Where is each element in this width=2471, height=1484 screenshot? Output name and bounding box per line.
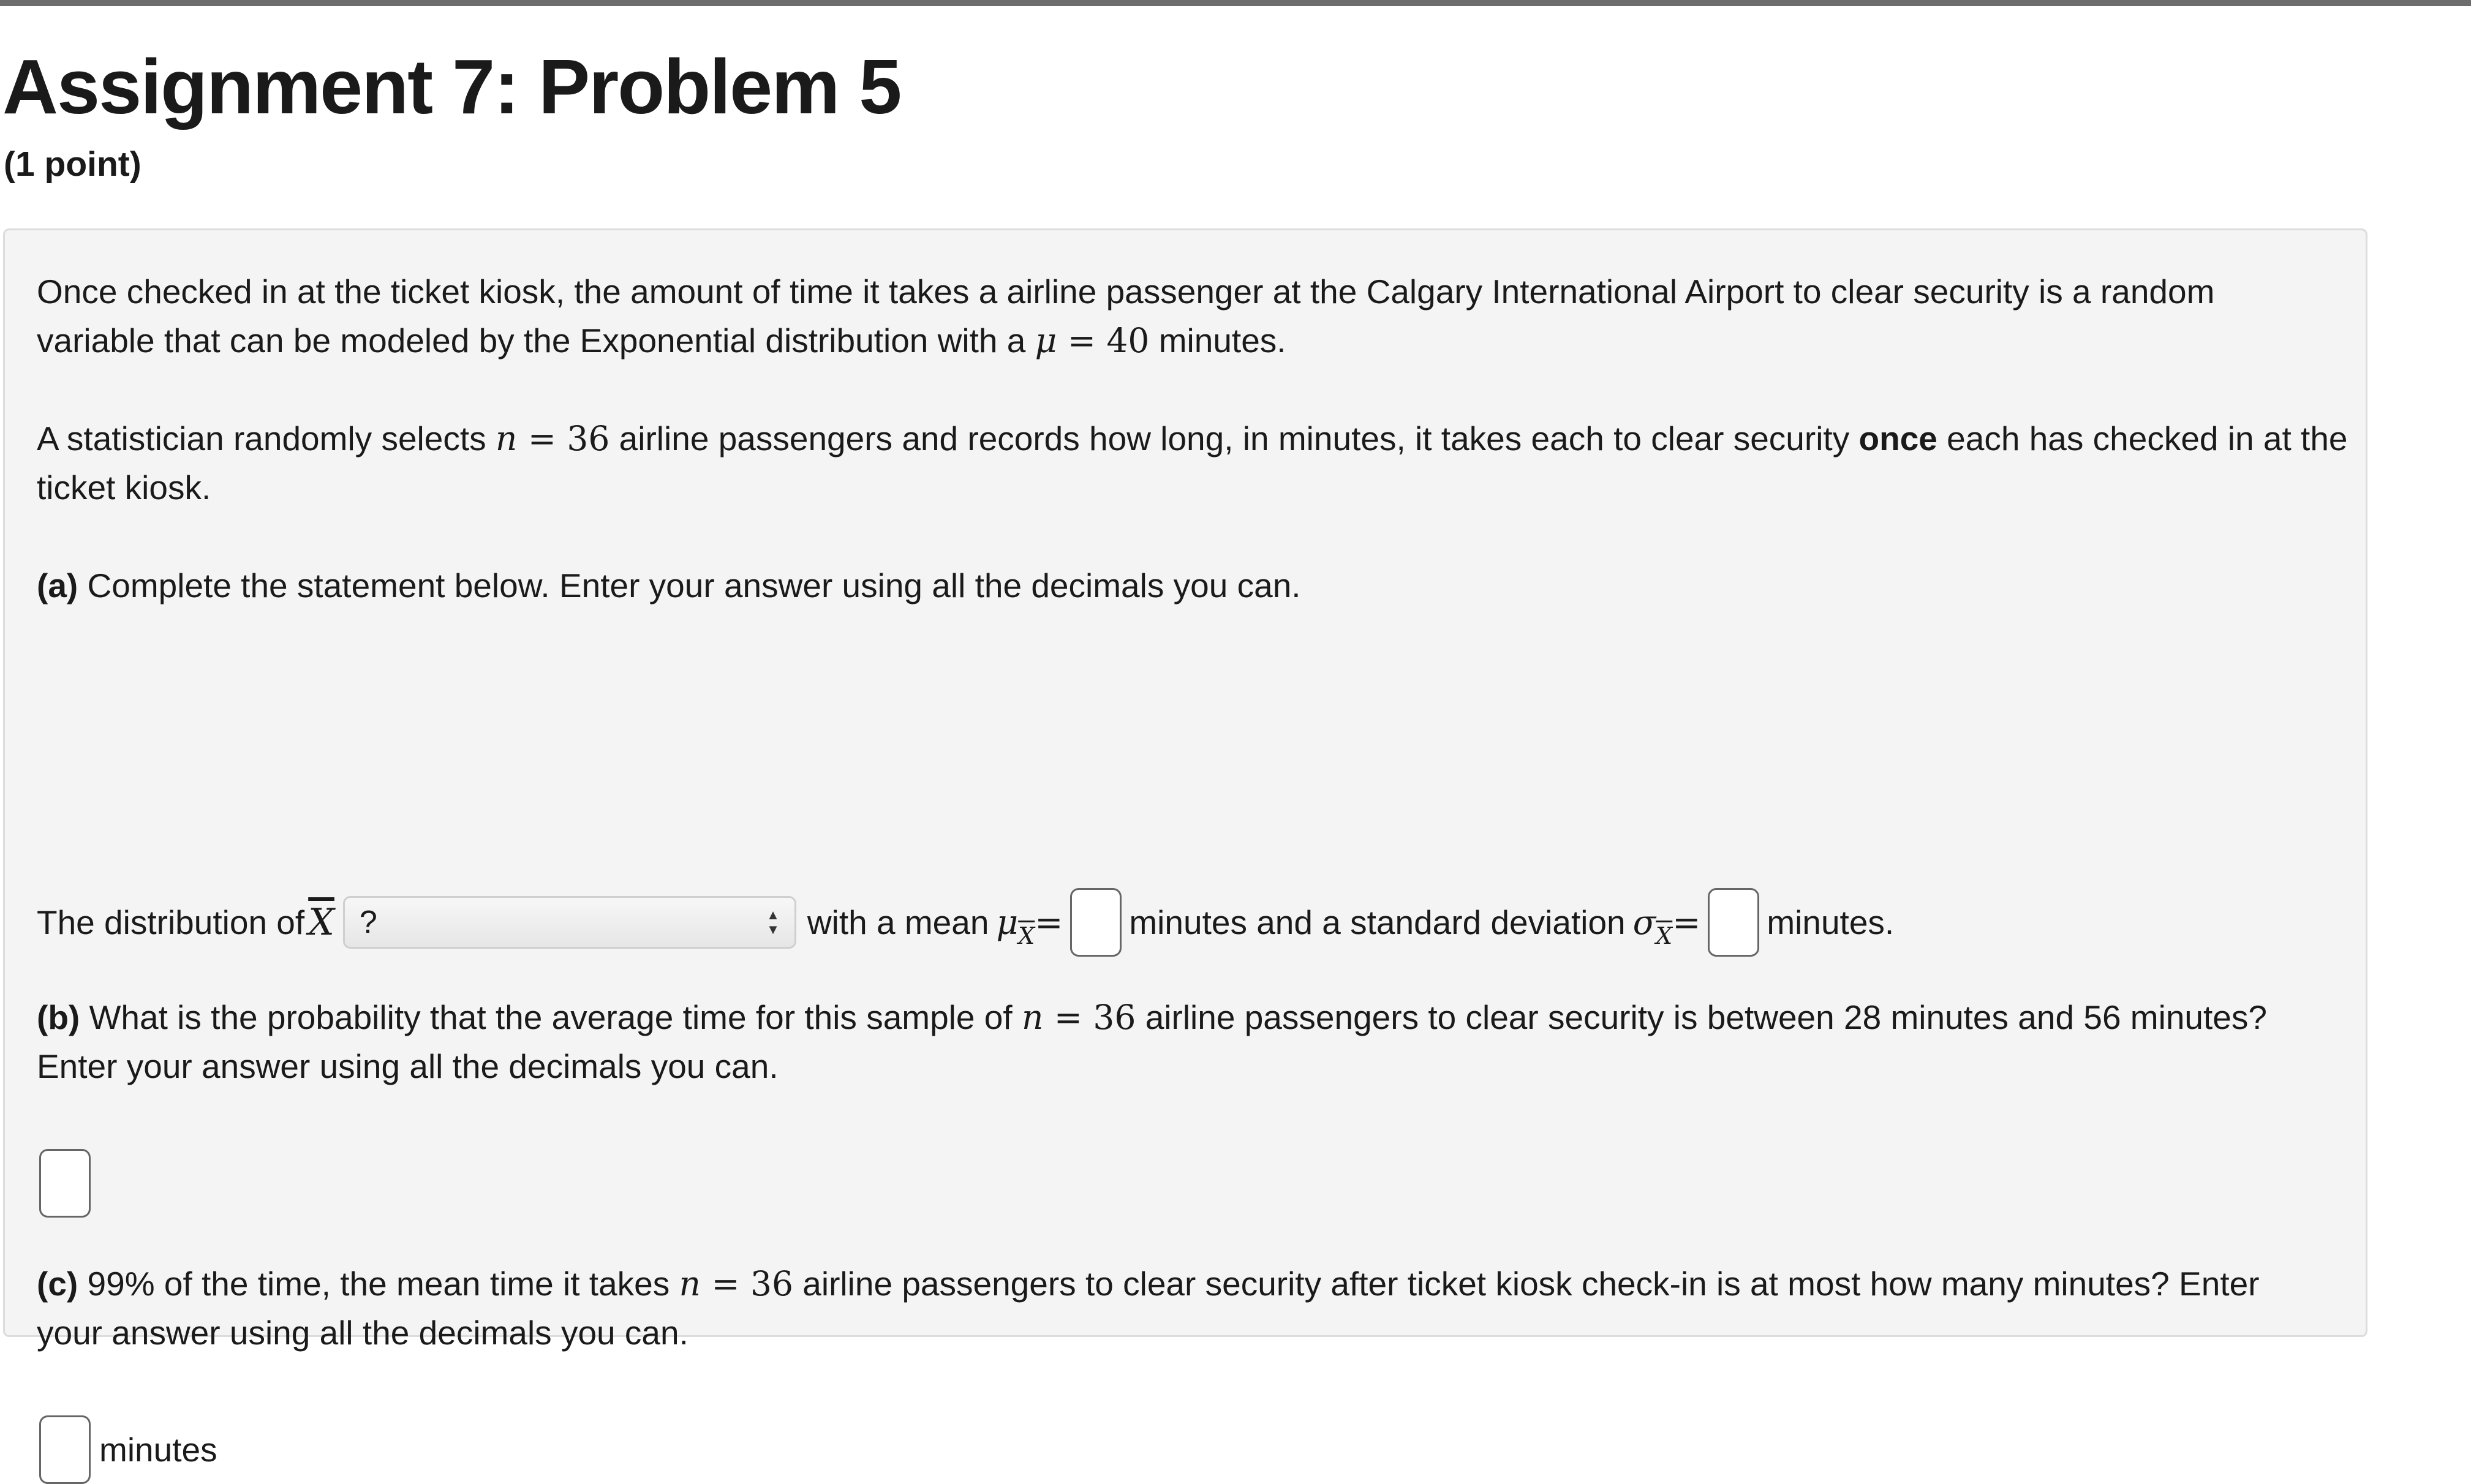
part-b-answer	[39, 1149, 91, 1221]
bold-once: once	[1858, 420, 1937, 458]
part-b-label: (b)	[37, 998, 80, 1036]
problem-panel	[3, 228, 2367, 1469]
distribution-select-value: ?	[359, 905, 377, 940]
part-c-answer	[39, 1415, 217, 1484]
problem-intro-paragraph: Once checked in at the ticket kiosk, the amount of time it takes a airline passenger at the Calgary International Airport to clear security is a random variable that can be modeled by the Exponential distribution with a μ = 40 minutes.	[37, 273, 2215, 360]
page-title: Assignment 7: Problem 5	[2, 43, 901, 130]
select-arrows-icon: ▲ ▼	[766, 907, 780, 937]
sample-paragraph: A statistician randomly selects n = 36 airline passengers and records how long, in minutes, it takes each to clear security once each has checked in at the ticket kiosk.	[37, 419, 2348, 507]
part-a-prompt: (a) Complete the statement below. Enter your answer using all the decimals you can.	[37, 567, 1301, 605]
math-mu-xbar: μ	[996, 903, 1019, 942]
math-sigma-subscript: $\overline{X}$	[1656, 922, 1673, 949]
std-dev-answer-input[interactable]	[1708, 888, 1759, 957]
part-b-prompt: (b) What is the probability that the average time for this sample of n = 36 airline passengers to clear security is between 28 minutes and 56 minutes? Enter your answer using all the decimals you can.	[37, 998, 2267, 1085]
probability-answer-input[interactable]	[39, 1149, 91, 1218]
part-c-label: (c)	[37, 1265, 78, 1303]
part-a-label: (a)	[37, 567, 78, 605]
point-value: (1 point)	[4, 145, 141, 184]
mean-answer-input[interactable]	[1070, 888, 1122, 957]
part-c-unit: minutes	[99, 1431, 217, 1469]
math-sigma-xbar: σ	[1632, 903, 1656, 942]
percentile-answer-input[interactable]	[39, 1415, 91, 1484]
math-mu-subscript: $\overline{X}$	[1018, 922, 1035, 949]
distribution-select[interactable]	[343, 896, 796, 949]
math-mu: μ	[1035, 321, 1057, 360]
math-n: n	[495, 419, 518, 458]
math-n-value: = 36	[517, 419, 610, 458]
math-xbar: $\overline{X}$	[308, 901, 334, 944]
top-divider	[0, 0, 2471, 6]
part-c-prompt: (c) 99% of the time, the mean time it takes n = 36 airline passengers to clear security after ticket kiosk check-in is at most how many minutes? Enter your answer using all the decimals you can.	[37, 1264, 2260, 1352]
math-mu-value: = 40	[1057, 321, 1150, 360]
part-a-statement: The distribution of $\overline{X}$ ? ▲ ▼ with a mean μ $\overline{X}$ = minutes and a standard deviation σ $\overline{X}$ = minutes.	[37, 889, 1894, 956]
